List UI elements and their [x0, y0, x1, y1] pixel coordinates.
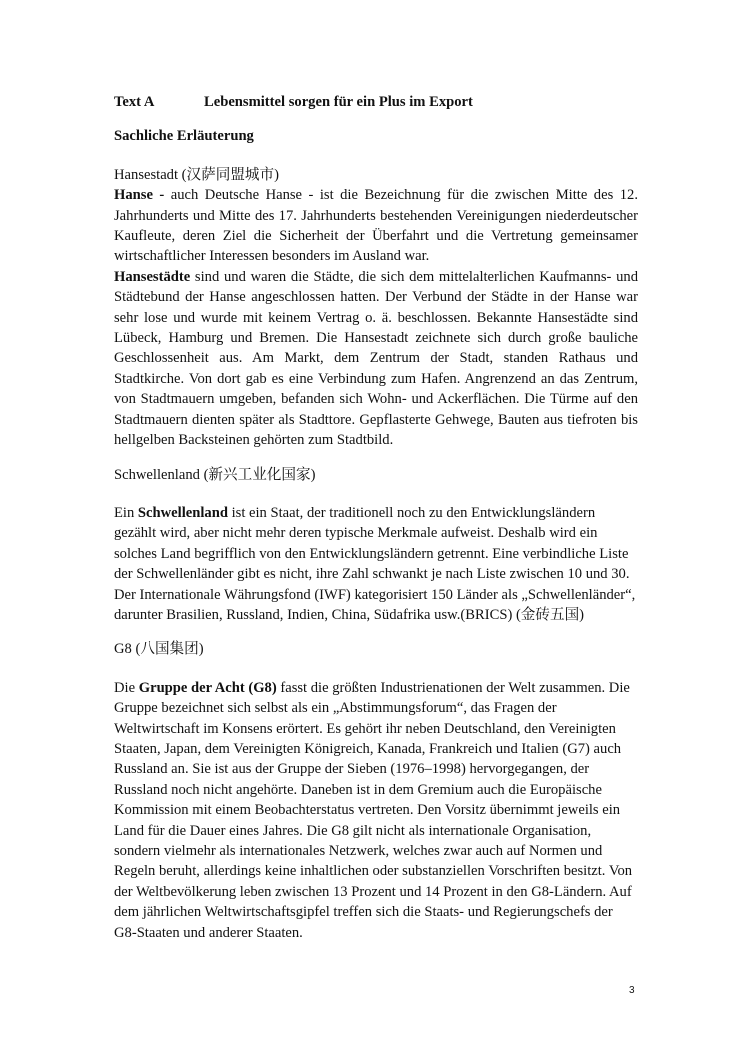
term-hanse: Hanse - [114, 187, 165, 204]
paragraph-hanse [114, 185, 638, 267]
paragraph-g8 [114, 678, 638, 943]
term-schwellenland: Schwellenland [137, 504, 228, 521]
page-number: 3 [629, 985, 635, 996]
subheading: Sachliche Erläuterung [114, 128, 254, 145]
section-title-hansestadt: Hansestadt (汉萨同盟城市) [114, 166, 279, 183]
paragraph-schwellenland [114, 503, 638, 625]
document-heading [114, 92, 638, 112]
paragraph-schwellenland-lead: Ein [114, 504, 138, 521]
document-title: Lebensmittel sorgen für ein Plus im Export [204, 94, 473, 110]
paragraph-g8-lead: Die [114, 679, 139, 696]
page-content [114, 92, 638, 943]
paragraph-hansestaedte-text: sind und waren die Städte, die sich dem mittelalterlichen Kaufmanns- und Städtebund der Hanse angeschlossen hatten. Der Verbund der Städte in der Hanse war sehr lose und wurde mit keinem Vertrag o. ä. beschlossen. Bekannte Hansestädte sind Lübeck, Hamburg und Bremen. Die Hansestadt zeichnete sich durch große bauliche Geschlossenheit aus. Am Markt, dem Zentrum der Stadt, standen Rathaus und Stadtkirche. Von dort gab es eine Verbindung zum Hafen. Angrenzend an das Zentrum, von Stadtmauern umgeben, befanden sich Wohn- und Ackerflächen. Die Türme auf den Stadtmauern dienten später als Stadttore. Gepflasterte Gehwege, Bauten aus tiefroten bis hellgelben Backsteinen gehörten zum Stadtbild. [114, 268, 638, 449]
text-label: Text A [114, 94, 155, 110]
section-title-g8: G8 (八国集团) [114, 641, 204, 658]
term-hansestaedte: Hansestädte [114, 268, 191, 285]
paragraph-g8-text: fasst die größten Industrienationen der Welt zusammen. Die Gruppe bezeichnet sich selbst als ein „Abstimmungsforum“, das Fragen der Weltwirtschaft im Konsens erörtert. Es gehört ihr neben Deutschland, den Vereinigten Staaten, Japan, dem Vereinigten Königreich, Kanada, Frankreich und Italien (G7) auch Russland an. Sie ist aus der Gruppe der Sieben (1976–1998) hervorgegangen, der Russland noch nicht angehörte. Daneben ist in dem Gremium auch die Europäische Kommission mit einem Beobachterstatus vertreten. Den Vorsitz übernimmt jeweils ein Land für die Dauer eines Jahres. Die G8 gilt nicht als internationale Organisation, sondern vielmehr als internationales Netzwerk, welches zwar auch auf Normen und Regeln beruht, allerdings keine inhaltlichen oder substanziellen Vorschriften besitzt. Von der Weltbevölkerung leben zwischen 13 Prozent und 14 Prozent in den G8-Ländern. Auf dem jährlichen Weltwirtschaftsgipfel treffen sich die Staats- und Regierungschefs der G8-Staaten und anderer Staaten. [114, 679, 633, 941]
paragraph-hansestaedte [114, 267, 638, 451]
term-g8: Gruppe der Acht (G8) [138, 679, 277, 696]
paragraph-schwellenland-text: ist ein Staat, der traditionell noch zu den Entwicklungsländern gezählt wird, aber nicht mehr deren typische Merkmale aufweist. Deshalb wird ein solches Land begrifflich von den Entwicklungsländern getrennt. Eine verbindliche Liste der Schwellenländer gibt es nicht, ihre Zahl schwankt je nach Liste zwischen 10 und 30. Der Internationale Währungsfond (IWF) kategorisiert 150 Länder als „Schwellenländer“, darunter Brasilien, Russland, Indien, China, Südafrika usw.(BRICS) (金砖五国) [114, 504, 636, 623]
section-title-schwellenland: Schwellenland (新兴工业化国家) [114, 466, 316, 483]
paragraph-hanse-text: auch Deutsche Hanse - ist die Bezeichnung für die zwischen Mitte des 12. Jahrhunderts und Mitte des 17. Jahrhunderts bestehenden Vereinigungen niederdeutscher Kaufleute, deren Ziel die Sicherheit der Überfahrt und die Vertretung gemeinsamer wirtschaftlicher Interessen besonders im Ausland war. [114, 187, 638, 265]
